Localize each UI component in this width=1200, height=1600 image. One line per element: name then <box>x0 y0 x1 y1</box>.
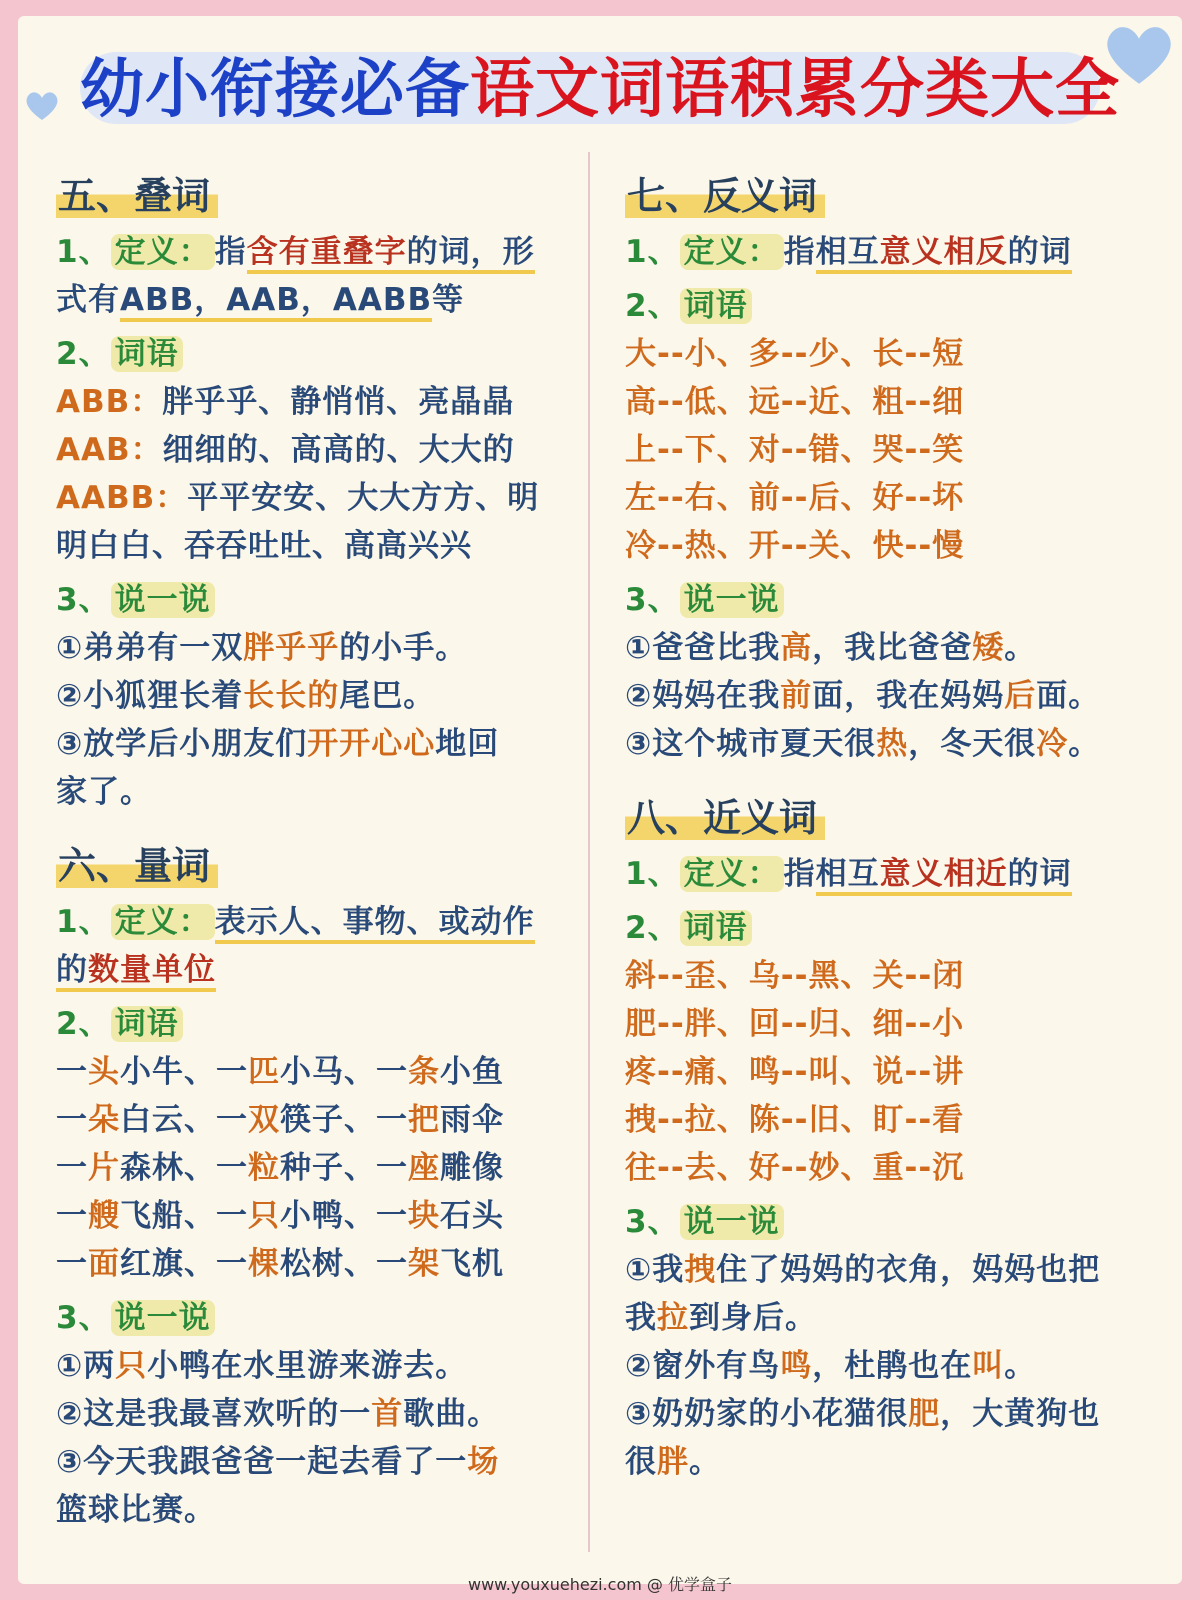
text: 家了。 <box>56 774 152 810</box>
word-pair-row: 大--小、多--少、长--短 <box>625 336 965 372</box>
text: 石头 <box>440 1198 504 1234</box>
measure-word: 头 <box>88 1054 120 1090</box>
emphasis: 拉 <box>657 1300 689 1336</box>
text: 一 <box>56 1150 88 1186</box>
text: 小鸭在水里游来游去。 <box>147 1348 468 1384</box>
left-column <box>56 172 581 1534</box>
emphasis: ABB，AAB，AABB <box>120 282 432 322</box>
word-pair-row: 疼--痛、鸣--叫、说--讲 <box>625 1054 965 1090</box>
text: 飞船、一 <box>120 1198 248 1234</box>
example-sentence <box>56 1438 581 1486</box>
measure-word: 棵 <box>248 1246 280 1282</box>
measure-word: 把 <box>408 1102 440 1138</box>
text: 的词，形 <box>407 234 535 274</box>
word-pair-row: 高--低、远--近、粗--细 <box>625 384 965 420</box>
measure-word: 座 <box>408 1150 440 1186</box>
text: 指 <box>783 234 816 270</box>
definition-line-2 <box>56 276 581 324</box>
text: 的小手。 <box>339 630 468 666</box>
measure-word: 片 <box>88 1150 120 1186</box>
section-heading: 六、量词 <box>56 842 218 892</box>
right-column <box>625 172 1170 1486</box>
words-title: 词语 <box>111 1006 183 1042</box>
text: 住了妈妈的衣角，妈妈也把 <box>716 1252 1101 1288</box>
text: 相互 <box>816 234 880 274</box>
text: ③放学后小朋友们 <box>56 726 308 762</box>
emphasis: 场 <box>467 1444 500 1480</box>
measure-word-list <box>56 1048 581 1288</box>
item-number: 1、 <box>625 234 680 270</box>
words-title: 词语 <box>680 910 752 946</box>
measure-word: 架 <box>408 1246 440 1282</box>
emphasis: 只 <box>115 1348 148 1384</box>
text: 指 <box>214 234 247 270</box>
text: ②窗外有鸟 <box>625 1348 781 1384</box>
definition-line <box>625 228 1170 276</box>
words-title: 词语 <box>680 288 752 324</box>
text: 白云、一 <box>120 1102 248 1138</box>
word-pair-row: 肥--胖、回--归、细--小 <box>625 1006 965 1042</box>
example-sentence <box>56 720 581 768</box>
text: 指 <box>783 856 816 892</box>
item-number: 2、 <box>56 1006 111 1042</box>
measure-word-row <box>56 1048 581 1096</box>
measure-word: 双 <box>248 1102 280 1138</box>
text: 雨伞 <box>440 1102 504 1138</box>
item-number: 3、 <box>56 1300 111 1336</box>
text: 篮球比赛。 <box>56 1492 216 1528</box>
text: ②小狐狸长着 <box>56 678 244 714</box>
text: 。 <box>1068 726 1101 762</box>
definition-line <box>56 228 581 276</box>
text: 面。 <box>1036 678 1101 714</box>
emphasis: 开开心心 <box>307 726 436 762</box>
example-sentence <box>56 1342 581 1390</box>
say-title: 说一说 <box>111 582 215 618</box>
emphasis: 肥 <box>908 1396 941 1432</box>
emphasis: 意义相近 <box>880 856 1008 896</box>
emphasis: 意义相反 <box>880 234 1008 274</box>
item-number: 2、 <box>625 288 680 324</box>
text: ②妈妈在我 <box>625 678 781 714</box>
measure-word: 条 <box>408 1054 440 1090</box>
measure-word-row <box>56 1240 581 1288</box>
emphasis: 拽 <box>684 1252 717 1288</box>
words-label <box>625 904 1170 952</box>
say-title: 说一说 <box>680 582 784 618</box>
example-sentence-cont <box>56 1486 581 1534</box>
emphasis: 热 <box>876 726 909 762</box>
definition-label: 定义： <box>111 234 215 270</box>
word-pair-row: 往--去、好--妙、重--沉 <box>625 1150 965 1186</box>
emphasis: 高 <box>780 630 813 666</box>
measure-word: 匹 <box>248 1054 280 1090</box>
pattern-words: 细细的、高高的、大大的 <box>162 432 515 468</box>
definition-line <box>56 898 581 946</box>
definition-line-2 <box>56 946 581 994</box>
text: 歌曲。 <box>403 1396 500 1432</box>
say-label <box>56 1294 581 1342</box>
word-pair-row: 冷--热、开--关、快--慢 <box>625 528 965 564</box>
text: 表示人、事物、或动作 <box>215 904 535 944</box>
text: 筷子、一 <box>280 1102 408 1138</box>
text: 。 <box>1004 630 1037 666</box>
item-number: 3、 <box>625 582 680 618</box>
definition-label: 定义： <box>680 234 784 270</box>
pattern-words: 明白白、吞吞吐吐、高高兴兴 <box>56 528 472 564</box>
say-label <box>625 1198 1170 1246</box>
emphasis: 矮 <box>972 630 1005 666</box>
emphasis: 胖 <box>657 1444 689 1480</box>
emphasis: 冷 <box>1036 726 1069 762</box>
page-title <box>0 50 1200 130</box>
word-pair-row: 上--下、对--错、哭--笑 <box>625 432 965 468</box>
text: 等 <box>432 282 465 318</box>
emphasis: 胖乎乎 <box>243 630 340 666</box>
item-number: 1、 <box>56 904 111 940</box>
emphasis: 叫 <box>972 1348 1005 1384</box>
text: 我 <box>625 1300 657 1336</box>
item-number: 2、 <box>56 336 111 372</box>
text: ③这个城市夏天很 <box>625 726 877 762</box>
measure-word: 朵 <box>88 1102 120 1138</box>
text: 很 <box>625 1444 657 1480</box>
text: ①两 <box>56 1348 116 1384</box>
abb-row <box>56 378 581 426</box>
item-number: 3、 <box>625 1204 680 1240</box>
measure-word: 艘 <box>88 1198 120 1234</box>
title-part-2: 语文词语积累分类大全 <box>470 53 1120 127</box>
example-sentence <box>56 672 581 720</box>
measure-word-row <box>56 1096 581 1144</box>
example-sentence-cont <box>56 768 581 816</box>
example-sentence <box>56 624 581 672</box>
measure-word: 面 <box>88 1246 120 1282</box>
text: ①弟弟有一双 <box>56 630 244 666</box>
aab-row <box>56 426 581 474</box>
example-sentence-cont <box>625 1294 1170 1342</box>
say-title: 说一说 <box>111 1300 215 1336</box>
measure-word: 粒 <box>248 1150 280 1186</box>
text: ②这是我最喜欢听的一 <box>56 1396 372 1432</box>
aabb-row-2 <box>56 522 581 570</box>
definition-label: 定义： <box>111 904 215 940</box>
text: 的词 <box>1008 856 1072 896</box>
section-reduplicated-words <box>56 172 581 816</box>
text: 雕像 <box>440 1150 504 1186</box>
pattern-label: ABB： <box>56 384 163 420</box>
example-sentence <box>625 720 1170 768</box>
text: 小鸭、一 <box>280 1198 408 1234</box>
text: 式有 <box>56 282 120 318</box>
aabb-row <box>56 474 581 522</box>
text: 一 <box>56 1102 88 1138</box>
section-heading: 八、近义词 <box>625 794 825 844</box>
text: 种子、一 <box>280 1150 408 1186</box>
words-label <box>56 1000 581 1048</box>
text: 一 <box>56 1198 88 1234</box>
text: 。 <box>689 1444 721 1480</box>
text: 飞机 <box>440 1246 504 1282</box>
text: 的 <box>56 952 88 992</box>
words-label <box>625 282 1170 330</box>
text: 小牛、一 <box>120 1054 248 1090</box>
words-label <box>56 330 581 378</box>
emphasis: 前 <box>780 678 813 714</box>
text: 相互 <box>816 856 880 896</box>
example-sentence <box>625 1390 1170 1438</box>
emphasis: 鸣 <box>780 1348 813 1384</box>
example-sentence <box>625 1342 1170 1390</box>
word-pair-row: 左--右、前--后、好--坏 <box>625 480 965 516</box>
item-number: 1、 <box>56 234 111 270</box>
definition-label: 定义： <box>680 856 784 892</box>
measure-word: 块 <box>408 1198 440 1234</box>
emphasis: 长长的 <box>243 678 340 714</box>
text: 地回 <box>435 726 500 762</box>
text: 一 <box>56 1054 88 1090</box>
example-sentence <box>625 624 1170 672</box>
measure-word: 只 <box>248 1198 280 1234</box>
emphasis: 后 <box>1004 678 1037 714</box>
example-sentence <box>625 672 1170 720</box>
text: 松树、一 <box>280 1246 408 1282</box>
text: 的词 <box>1008 234 1072 274</box>
words-title: 词语 <box>111 336 183 372</box>
text: 红旗、一 <box>120 1246 248 1282</box>
text: ，冬天很 <box>908 726 1037 762</box>
section-synonyms <box>625 794 1170 1486</box>
text: ，杜鹃也在 <box>812 1348 973 1384</box>
item-number: 1、 <box>625 856 680 892</box>
emphasis: 含有重叠字 <box>247 234 407 274</box>
example-sentence <box>56 1390 581 1438</box>
pattern-words: 胖乎乎、静悄悄、亮晶晶 <box>162 384 515 420</box>
example-sentence-cont <box>625 1438 1170 1486</box>
text: 。 <box>1004 1348 1037 1384</box>
footer-watermark: www.youxuehezi.com @ 优学盒子 <box>468 1575 732 1594</box>
section-heading: 五、叠词 <box>56 172 218 222</box>
text: 尾巴。 <box>339 678 436 714</box>
text: ③奶奶家的小花猫很 <box>625 1396 909 1432</box>
emphasis: 首 <box>371 1396 404 1432</box>
word-pair-row: 拽--拉、陈--旧、盯--看 <box>625 1102 965 1138</box>
example-sentence <box>625 1246 1170 1294</box>
section-measure-words <box>56 842 581 1534</box>
text: 森林、一 <box>120 1150 248 1186</box>
word-pair-row: 斜--歪、乌--黑、关--闭 <box>625 958 965 994</box>
item-number: 2、 <box>625 910 680 946</box>
text: 小马、一 <box>280 1054 408 1090</box>
definition-line <box>625 850 1170 898</box>
text: ，大黄狗也 <box>940 1396 1101 1432</box>
text: 面，我在妈妈 <box>812 678 1005 714</box>
measure-word-row <box>56 1192 581 1240</box>
say-title: 说一说 <box>680 1204 784 1240</box>
text: 小鱼 <box>440 1054 504 1090</box>
section-antonyms <box>625 172 1170 768</box>
pattern-label: AAB： <box>56 432 163 468</box>
measure-word-row <box>56 1144 581 1192</box>
text: ①我 <box>625 1252 685 1288</box>
pattern-label: AABB： <box>56 480 188 516</box>
title-part-1: 幼小衔接必备 <box>80 53 470 127</box>
emphasis: 数量单位 <box>88 952 216 992</box>
column-divider <box>588 152 590 1552</box>
say-label <box>56 576 581 624</box>
text: ③今天我跟爸爸一起去看了一 <box>56 1444 468 1480</box>
section-heading: 七、反义词 <box>625 172 825 222</box>
pattern-words: 平平安安、大大方方、明 <box>187 480 540 516</box>
text: 一 <box>56 1246 88 1282</box>
text: 到身后。 <box>689 1300 817 1336</box>
text: ①爸爸比我 <box>625 630 781 666</box>
text: ，我比爸爸 <box>812 630 973 666</box>
item-number: 3、 <box>56 582 111 618</box>
say-label <box>625 576 1170 624</box>
